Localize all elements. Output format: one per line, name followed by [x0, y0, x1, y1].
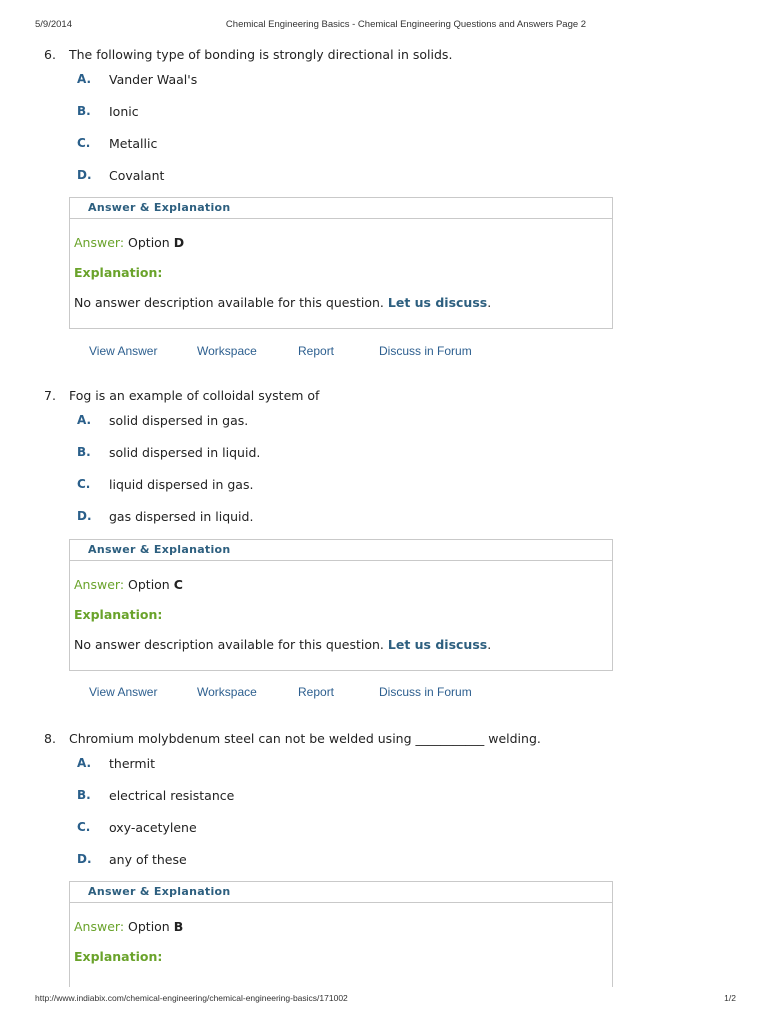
discuss-in-forum-link[interactable]: Discuss in Forum	[379, 685, 472, 699]
question-text: The following type of bonding is strongly directional in solids.	[69, 47, 453, 62]
option-letter: C.	[77, 136, 91, 150]
option-text: solid dispersed in gas.	[109, 413, 249, 428]
answer-explanation-heading[interactable]: Answer & Explanation	[70, 540, 612, 561]
option-letter: D.	[77, 852, 92, 866]
explanation-label: Explanation:	[74, 949, 163, 964]
print-footer	[0, 993, 768, 1007]
option-text: Metallic	[109, 136, 158, 151]
question-links	[0, 344, 768, 360]
question-number: 7.	[44, 388, 56, 403]
answer-label: Answer:	[74, 919, 125, 934]
question-text: Chromium molybdenum steel can not be welded using ___________ welding.	[69, 731, 541, 746]
option-letter: D.	[77, 509, 92, 523]
answer-option: B	[173, 919, 184, 934]
report-link[interactable]: Report	[298, 685, 335, 699]
discuss-in-forum-link[interactable]: Discuss in Forum	[379, 344, 472, 358]
option-letter: C.	[77, 477, 91, 491]
print-title: Chemical Engineering Basics - Chemical Engineering Questions and Answers Page 2	[225, 19, 587, 30]
option-b[interactable]	[0, 445, 600, 465]
print-date: 5/9/2014	[35, 19, 72, 30]
answer-line	[74, 919, 183, 934]
option-a[interactable]	[0, 72, 600, 92]
no-description-text: No answer description available for this question.	[74, 637, 384, 652]
option-text: liquid dispersed in gas.	[109, 477, 254, 492]
period: .	[487, 295, 492, 310]
question-number: 6.	[44, 47, 56, 62]
option-text: any of these	[109, 852, 187, 867]
answer-line	[74, 235, 184, 250]
option-d[interactable]	[0, 168, 600, 188]
print-header	[0, 19, 768, 33]
view-answer-link[interactable]: View Answer	[89, 344, 158, 358]
period: .	[487, 637, 492, 652]
option-text: thermit	[109, 756, 155, 771]
option-word: Option	[128, 235, 170, 250]
no-description-text: No answer description available for this question.	[74, 295, 384, 310]
workspace-link[interactable]: Workspace	[197, 344, 257, 358]
let-us-discuss-link[interactable]: Let us discuss	[387, 295, 488, 310]
question-text: Fog is an example of colloidal system of	[69, 388, 320, 403]
option-word: Option	[128, 577, 170, 592]
answer-explanation-heading[interactable]: Answer & Explanation	[70, 882, 612, 903]
option-c[interactable]	[0, 820, 600, 840]
answer-explanation-box	[69, 881, 613, 987]
report-link[interactable]: Report	[298, 344, 335, 358]
explanation-text	[74, 637, 491, 652]
option-letter: C.	[77, 820, 91, 834]
option-a[interactable]	[0, 756, 600, 776]
option-c[interactable]	[0, 136, 600, 156]
option-text: Ionic	[109, 104, 139, 119]
option-text: gas dispersed in liquid.	[109, 509, 254, 524]
option-letter: B.	[77, 788, 91, 802]
view-answer-link[interactable]: View Answer	[89, 685, 158, 699]
answer-line	[74, 577, 183, 592]
option-letter: A.	[77, 413, 92, 427]
page-url: http://www.indiabix.com/chemical-engineering/chemical-engineering-basics/171002	[35, 993, 348, 1003]
option-text: electrical resistance	[109, 788, 235, 803]
option-c[interactable]	[0, 477, 600, 497]
explanation-text	[74, 295, 491, 310]
question-links	[0, 685, 768, 701]
answer-label: Answer:	[74, 577, 125, 592]
option-b[interactable]	[0, 104, 600, 124]
option-d[interactable]	[0, 509, 600, 529]
option-d[interactable]	[0, 852, 600, 872]
answer-option: C	[173, 577, 183, 592]
option-letter: A.	[77, 756, 92, 770]
answer-explanation-heading[interactable]: Answer & Explanation	[70, 198, 612, 219]
option-text: oxy-acetylene	[109, 820, 197, 835]
answer-explanation-box	[69, 197, 613, 329]
option-letter: A.	[77, 72, 92, 86]
let-us-discuss-link[interactable]: Let us discuss	[387, 637, 488, 652]
page-number: 1/2	[724, 993, 736, 1003]
option-word: Option	[128, 919, 170, 934]
option-letter: B.	[77, 104, 91, 118]
option-text: Covalant	[109, 168, 165, 183]
answer-option: D	[173, 235, 185, 250]
option-text: Vander Waal's	[109, 72, 198, 87]
workspace-link[interactable]: Workspace	[197, 685, 257, 699]
option-letter: B.	[77, 445, 91, 459]
answer-explanation-box	[69, 539, 613, 671]
explanation-label: Explanation:	[74, 265, 163, 280]
explanation-label: Explanation:	[74, 607, 163, 622]
option-a[interactable]	[0, 413, 600, 433]
option-text: solid dispersed in liquid.	[109, 445, 261, 460]
answer-label: Answer:	[74, 235, 125, 250]
option-b[interactable]	[0, 788, 600, 808]
option-letter: D.	[77, 168, 92, 182]
question-number: 8.	[44, 731, 56, 746]
